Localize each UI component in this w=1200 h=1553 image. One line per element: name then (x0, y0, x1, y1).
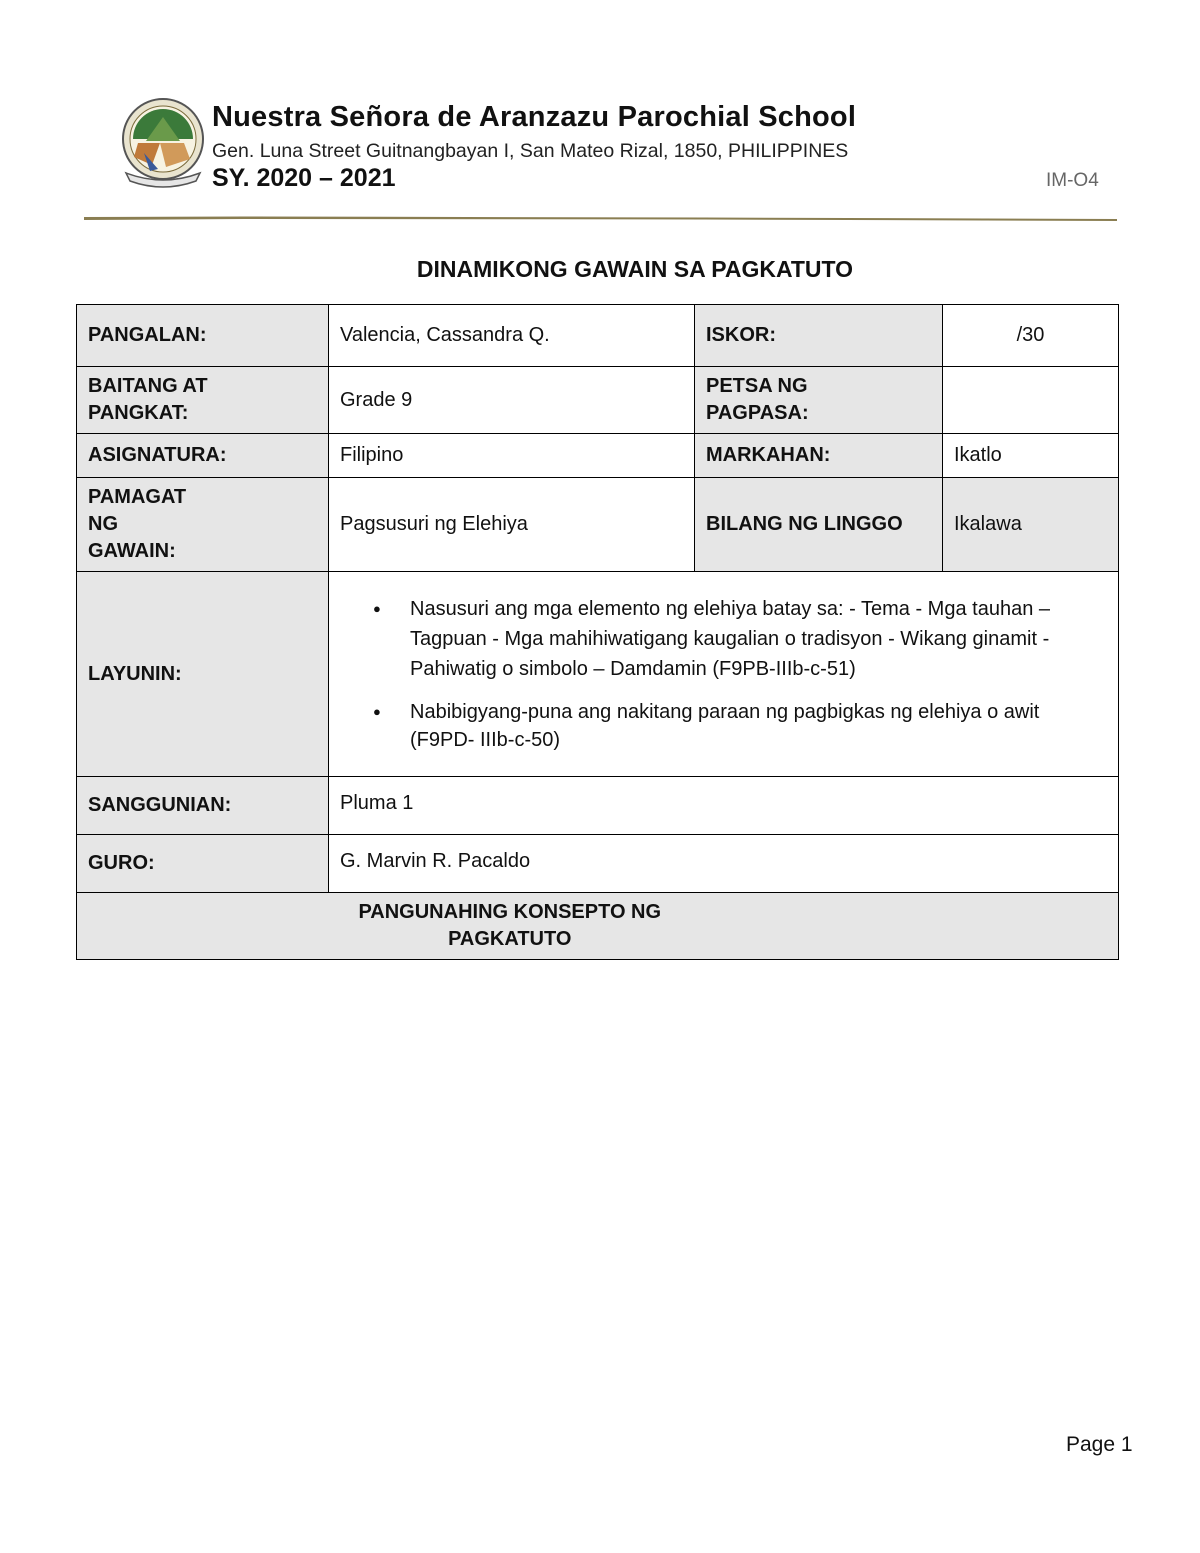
konsepto-heading (77, 893, 943, 960)
sanggunian-value: Pluma 1 (329, 777, 1119, 835)
konsepto-heading-fill (943, 893, 1119, 960)
document-title: DINAMIKONG GAWAIN SA PAGKATUTO (416, 256, 854, 282)
petsa-label: PETSA NG PAGPASA: (695, 367, 943, 434)
page-number: Page 1 (1066, 1433, 1133, 1456)
bilang-linggo-label: BILANG NG LINGGO (695, 478, 943, 572)
guro-label: GURO: (77, 835, 329, 893)
konsepto-heading-line1: PANGUNAHING KONSEPTO NG (358, 901, 662, 923)
markahan-value: Ikatlo (943, 434, 1119, 478)
asignatura-label: ASIGNATURA: (77, 434, 329, 478)
layunin-label: LAYUNIN: (77, 572, 329, 777)
konsepto-heading-line2: PAGKATUTO (448, 928, 572, 950)
pangalan-value: Valencia, Cassandra Q. (329, 305, 695, 367)
iskor-value: /30 (943, 305, 1119, 367)
markahan-label: MARKAHAN: (695, 434, 943, 478)
layunin-content (329, 572, 1119, 777)
petsa-value (943, 367, 1119, 434)
school-seal-icon (120, 95, 206, 191)
list-item: ● Nabibigyang-puna ang nakitang paraan ng pagbigkas ng elehiya o awit (F9PD- IIIb-c-50) (410, 698, 1088, 754)
school-year: SY. 2020 – 2021 (212, 164, 396, 192)
objectives-list (340, 594, 1088, 754)
document-code: IM-O4 (1046, 170, 1099, 191)
header-divider (84, 215, 1117, 221)
activity-info-table (76, 304, 1119, 960)
iskor-label: ISKOR: (695, 305, 943, 367)
baitang-value: Grade 9 (329, 367, 695, 434)
guro-value: G. Marvin R. Pacaldo (329, 835, 1119, 893)
list-item: ● Nasusuri ang mga elemento ng elehiya batay sa: - Tema - Mga tauhan – Tagpuan - Mga mahihiwatigang kaugalian o tradisyon - Wikang ginamit - Pahiwatig o simbolo – Damdamin (F9PB-IIIb-c-51) (410, 594, 1088, 684)
pamagat-label: PAMAGAT NG GAWAIN: (77, 478, 329, 572)
pamagat-value: Pagsusuri ng Elehiya (329, 478, 695, 572)
school-name: Nuestra Señora de Aranzazu Parochial School (212, 101, 857, 133)
baitang-label: BAITANG AT PANGKAT: (77, 367, 329, 434)
bilang-linggo-value: Ikalawa (943, 478, 1119, 572)
asignatura-value: Filipino (329, 434, 695, 478)
pangalan-label: PANGALAN: (77, 305, 329, 367)
sanggunian-label: SANGGUNIAN: (77, 777, 329, 835)
school-address: Gen. Luna Street Guitnangbayan I, San Mateo Rizal, 1850, PHILIPPINES (212, 140, 849, 162)
